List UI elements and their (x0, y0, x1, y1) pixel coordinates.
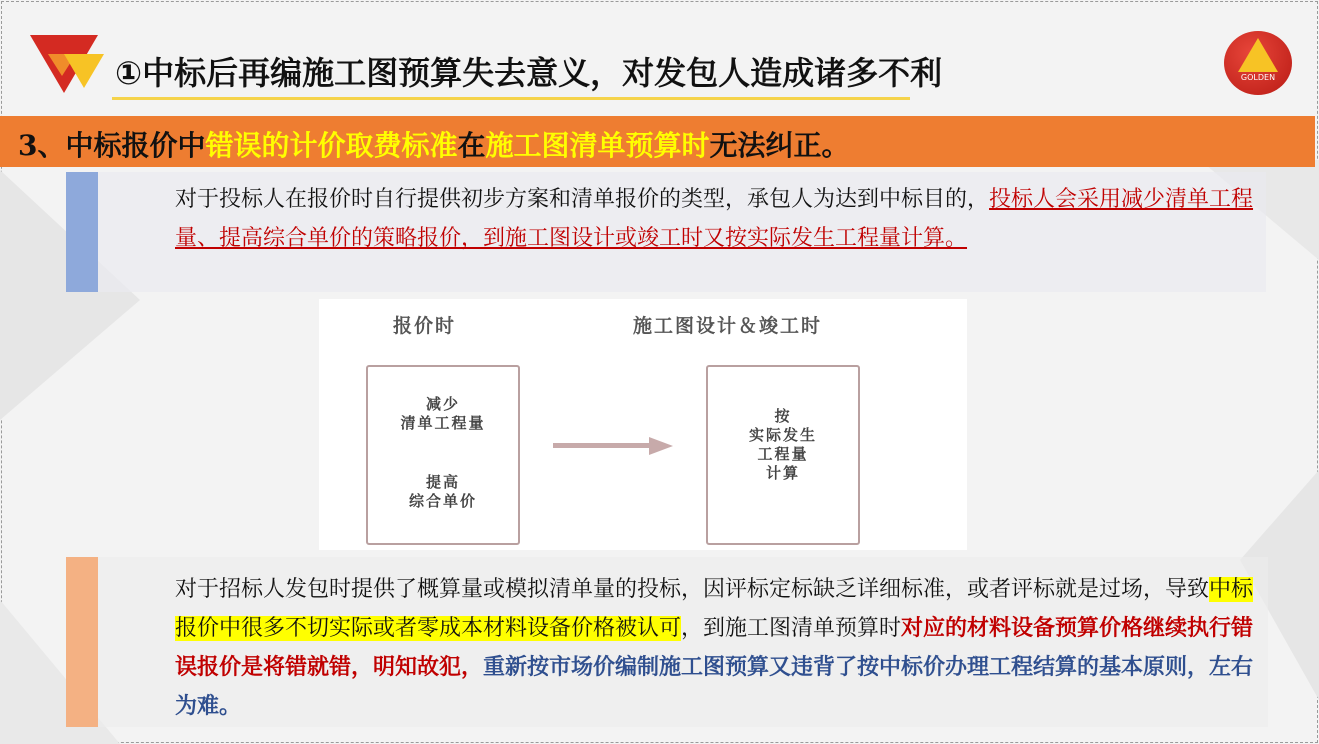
paragraph-2-blue: 重新按市场价编制施工图预算又违背了按中标价办理工程结算的基本原则，左右为难。 (175, 654, 1254, 719)
golden-logo (1224, 31, 1292, 95)
right-box-line2: 实际发生 (748, 426, 817, 444)
banner-text (18, 124, 850, 164)
page-title: ①中标后再编施工图预算失去意义，对发包人造成诸多不利 (115, 54, 943, 92)
paragraph-2-red: 对应的材料设备预算价格继续执行错误报价是将错就错，明知故犯， (175, 615, 1254, 680)
left-box-line2: 清单工程量 (400, 414, 486, 432)
banner-part5: 无法纠正。 (709, 129, 850, 162)
left-box (366, 365, 520, 545)
right-box-line4: 计算 (765, 464, 800, 482)
banner-part1: 3、中标报价中 (18, 129, 206, 162)
arrow-shaft (553, 443, 653, 448)
paragraph-1-red: 投标人会采用减少清单工程量、提高综合单价的策略报价，到施工图设计或竣工时又按实际发生工程量计算。 (175, 187, 1254, 251)
title-underline (112, 97, 910, 100)
left-box-line4: 综合单价 (408, 492, 477, 510)
diagram-left-label: 报价时 (393, 315, 457, 337)
arrow-right-icon (649, 437, 673, 455)
banner-part2: 错误的计价取费标准 (205, 129, 458, 162)
pyramid-icon (1238, 38, 1278, 72)
left-box-line1: 减少 (425, 395, 460, 413)
golden-logo-text: GOLDEN (1240, 73, 1276, 82)
paragraph-2 (175, 570, 1255, 726)
diagram-right-label: 施工图设计＆竣工时 (633, 315, 823, 337)
paragraph-1-normal: 对于投标人在报价时自行提供初步方案和清单报价的类型，承包人为达到中标目的， (175, 187, 990, 212)
paragraph-2-highlight: 中标报价中很多不切实际或者零成本材料设备价格被认可 (175, 577, 1254, 641)
paragraph-1 (175, 180, 1255, 258)
banner-part3: 在 (457, 129, 486, 162)
strategy-diagram (319, 299, 967, 550)
left-box-line3: 提高 (425, 473, 460, 491)
section-banner (0, 116, 1315, 167)
paragraph-2-text1: 对于招标人发包时提供了概算量或模拟清单量的投标，因评标定标缺乏详细标准，或者评标就是过场，导致 (175, 577, 1210, 602)
banner-part4: 施工图清单预算时 (485, 129, 710, 162)
right-box-line1: 按 (774, 407, 792, 425)
accent-bar-blue (66, 172, 98, 292)
right-box-line3: 工程量 (757, 445, 809, 463)
paragraph-2-text2: ，到施工图清单预算时 (681, 616, 902, 641)
right-box (706, 365, 860, 545)
accent-bar-orange (66, 557, 98, 727)
